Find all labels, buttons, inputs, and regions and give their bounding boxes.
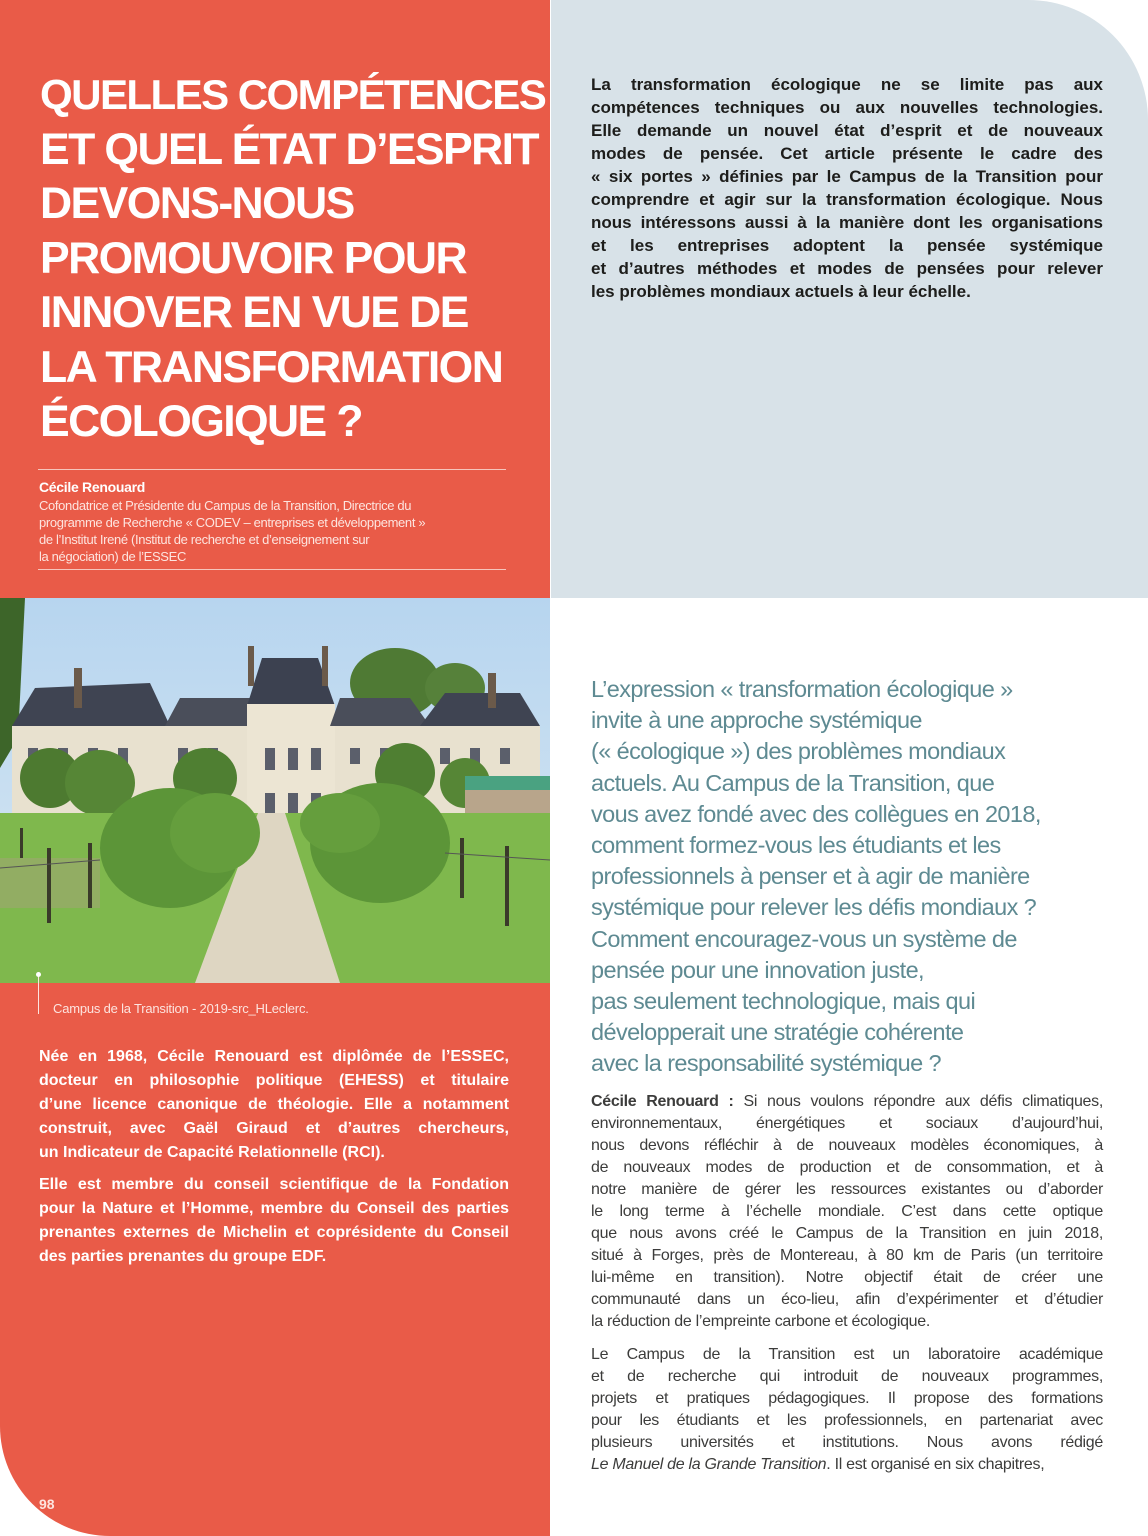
interview-answer [591,1091,1103,1476]
caption-leader-dot [36,972,41,977]
caption-leader-line [38,974,39,1014]
answer-line: de nouveaux modes de production et de consommation, et à [591,1159,1103,1176]
author-bio [39,1045,509,1269]
intro-line: les problèmes mondiaux actuels à leur échelle. [591,282,971,301]
question-line: professionnels à penser et à agir de manière [591,863,1030,890]
bio-line: pour la Nature et l’Homme, membre du Conseil des parties [39,1200,509,1217]
answer-line: que nous avons créé le Campus de la Transition en juin 2018, [591,1225,1103,1242]
answer-last-line-text: . Il est organisé en six chapitres, [826,1456,1045,1473]
answer-paragraph-2 [591,1344,1103,1476]
bio-line: Elle est membre du conseil scientifique de la Fondation [39,1176,509,1193]
campus-photo [0,598,550,983]
answer-line [591,1454,1103,1476]
question-line: (« écologique ») des problèmes mondiaux [591,738,1006,765]
answer-line: environnementaux, énergétiques et sociaux d’aujourd’hui, [591,1115,1103,1132]
intro-line: comprendre et agir sur la transformation écologique. Nous [591,190,1103,209]
bio-line: un Indicateur de Capacité Relationnelle (RCI). [39,1144,385,1161]
bio-line: docteur en philosophie politique (EHESS) et titulaire [39,1072,509,1089]
bio-line: construit, avec Gaël Giraud et d’autres chercheurs, [39,1120,509,1137]
answer-line: Le Campus de la Transition est un laboratoire académique [591,1346,1103,1363]
answer-line: plusieurs universités et institutions. Nous avons rédigé [591,1434,1103,1451]
answer-speaker: Cécile Renouard : [591,1093,734,1110]
bio-line: des parties prenantes du groupe EDF. [39,1248,327,1265]
question-line: développerait une stratégie cohérente [591,1019,964,1046]
title-line: QUELLES COMPÉTENCES [40,71,546,118]
answer-line: notre manière de gérer les ressources existantes ou d’aborder [591,1181,1103,1198]
author-role-line: programme de Recherche « CODEV – entreprises et développement » [39,515,426,530]
intro-line: « six portes » définies par le Campus de la Transition pour [591,167,1103,186]
question-line: comment formez-vous les étudiants et les [591,832,1001,859]
answer-line: projets et pratiques pédagogiques. Il propose des formations [591,1390,1103,1407]
intro-line: nous intéressons aussi à la manière dont les organisations [591,213,1103,232]
intro-paragraph [591,73,1103,303]
answer-line: communauté dans un éco-lieu, afin d’expérimenter et d’étudier [591,1291,1103,1308]
question-line: avec la responsabilité systémique ? [591,1050,941,1077]
article-title [40,68,545,450]
answer-line: et de recherche qui introduit de nouveaux programmes, [591,1368,1103,1385]
author-role-line: de l’Institut Irené (Institut de recherche et d’enseignement sur [39,532,370,547]
intro-line: et d’autres méthodes et modes de pensées pour relever [591,259,1103,278]
bio-line: Née en 1968, Cécile Renouard est diplômée de l’ESSEC, [39,1048,509,1065]
title-line: ÉCOLOGIQUE ? [40,397,362,446]
title-line: PROMOUVOIR POUR [40,233,466,283]
bio-line: d’une licence canonique de théologie. Elle a notamment [39,1096,509,1113]
author-role-line: Cofondatrice et Présidente du Campus de la Transition, Directrice du [39,498,412,513]
title-line: LA TRANSFORMATION [40,342,503,392]
intro-line: compétences techniques ou aux nouvelles technologies. [591,98,1103,117]
question-line: L’expression « transformation écologique » [591,676,1013,702]
intro-line: La transformation écologique ne se limite pas aux [591,75,1103,94]
intro-line: et les entreprises adoptent la pensée systémique [591,236,1103,255]
answer-line: nous devons réfléchir à de nouveaux modèles économiques, à [591,1137,1103,1154]
divider-bottom [38,569,506,570]
question-line: pas seulement technologique, mais qui [591,988,976,1015]
question-line: invite à une approche systémique [591,707,922,734]
bio-paragraph-1 [39,1045,509,1165]
chateau-illustration [0,598,550,983]
answer-line [591,1091,1103,1113]
book-title: Le Manuel de la Grande Transition [591,1456,827,1473]
answer-line: la réduction de l’empreinte carbone et écologique. [591,1313,931,1330]
author-name: Cécile Renouard [39,479,145,495]
question-line: Comment encouragez-vous un système de [591,925,1017,952]
answer-line: pour les étudiants et les professionnels, en partenariat avec [591,1412,1103,1429]
question-line: vous avez fondé avec des collègues en 2018, [591,800,1041,827]
title-line: DEVONS-NOUS [40,179,354,228]
intro-line: Elle demande un nouvel état d’esprit et de nouveaux [591,121,1103,140]
bio-paragraph-2 [39,1173,509,1269]
question-line: actuels. Au Campus de la Transition, que [591,769,995,796]
author-role-line: la négociation) de l’ESSEC [39,549,186,564]
answer-line: le long terme à l’échelle mondiale. C’est dans cette optique [591,1203,1103,1220]
answer-line: situé à Forges, près de Montereau, à 80 km de Paris (un territoire [591,1247,1103,1264]
answer-line: lui-même en transition). Notre objectif était de créer une [591,1269,1103,1286]
interview-question [591,674,1131,1080]
question-line: pensée pour une innovation juste, [591,956,924,983]
intro-line: modes de pensée. Cet article présente le cadre des [591,144,1103,163]
title-line: ET QUEL ÉTAT D’ESPRIT [40,124,538,174]
answer-first-line-text: Si nous voulons répondre aux défis climatiques, [733,1093,1104,1110]
divider-top [38,469,506,470]
page-number: 98 [39,1496,55,1512]
answer-paragraph-1 [591,1091,1103,1333]
bio-line: prenantes externes de Michelin et coprésidente du Conseil [39,1224,509,1241]
photo-caption: Campus de la Transition - 2019-src_HLeclerc. [53,1001,309,1016]
author-role [39,497,509,565]
title-line: INNOVER EN VUE DE [40,288,468,337]
question-line: systémique pour relever les défis mondiaux ? [591,894,1037,921]
